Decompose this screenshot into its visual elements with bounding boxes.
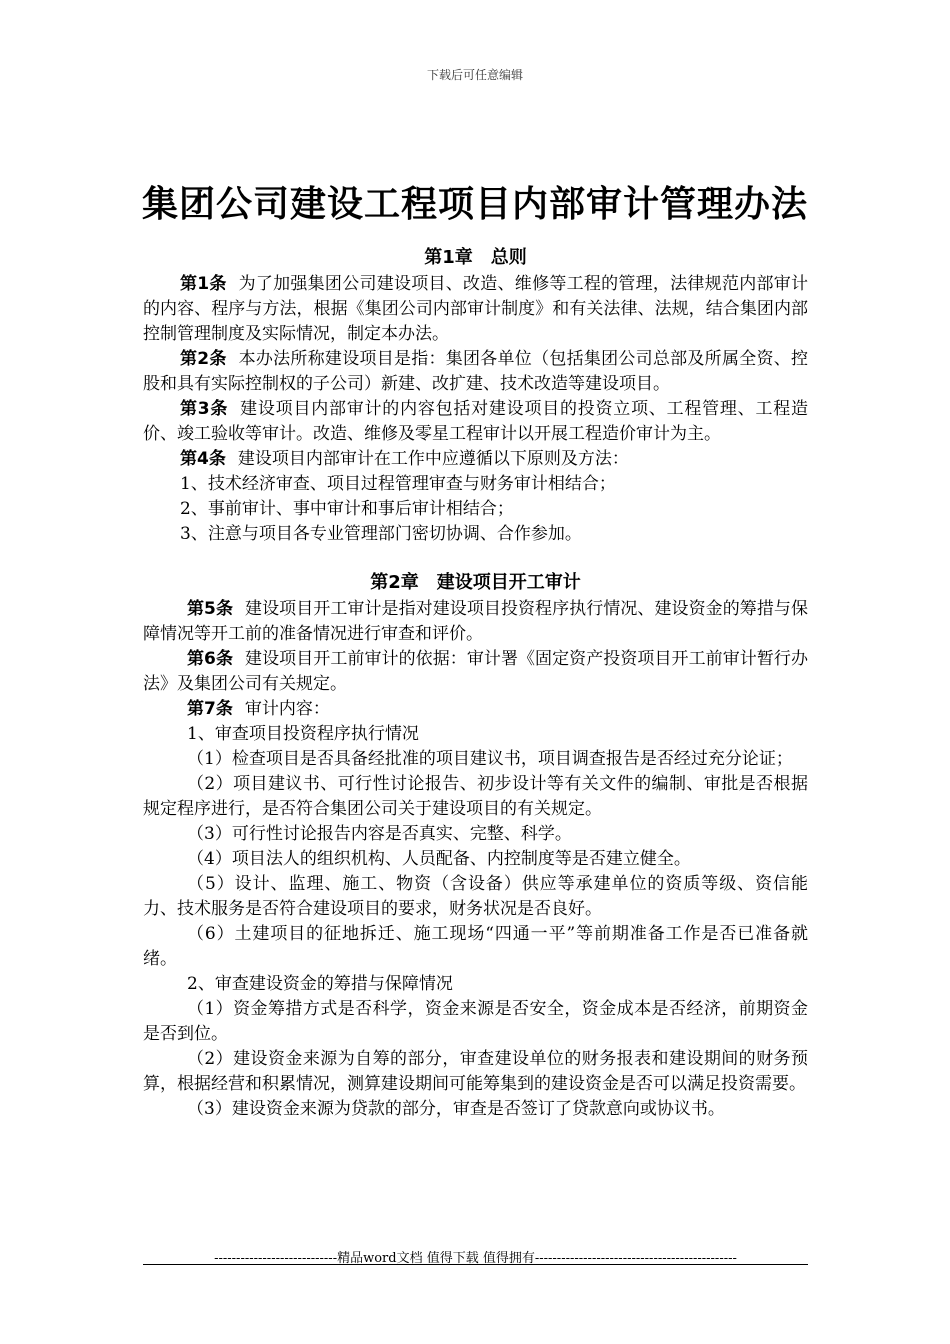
list-item: 2、事前审计、事中审计和事后审计相结合； [180,499,514,519]
document-body [143,244,808,1122]
article-2 [143,347,808,397]
article-6 [143,647,808,697]
list-item: （5）设计、监理、施工、物资（含设备）供应等承建单位的资质等级、资信能力、技术服务是否符合建设项目的要求，财务状况是否良好。 [143,874,808,919]
page-footer: ----------------------------精品word文档 值得下载 值得拥有---------------------------------------------- [214,1251,737,1266]
page-header: 下载后可任意编辑 [426,68,523,82]
article-label: 第3条 [180,399,229,419]
article-text: 建设项目内部审计在工作中应遵循以下原则及方法： [237,449,629,469]
footer-divider [143,1264,808,1265]
chapter-2-heading: 第2章 建设项目开工审计 [370,572,581,593]
article-text: 建设项目开工审计是指对建设项目投资程序执行情况、建设资金的筹措与保障情况等开工前的准备情况进行审查和评价。 [143,599,808,644]
document-title: 集团公司建设工程项目内部审计管理办法 [141,184,808,225]
article-text: 建设项目开工前审计的依据：审计署《固定资产投资项目开工前审计暂行办法》及集团公司有关规定。 [143,649,808,694]
article-label: 第2条 [180,349,227,369]
article-label: 第5条 [187,599,234,619]
list-item: （6）土建项目的征地拆迁、施工现场“四通一平”等前期准备工作是否已准备就绪。 [143,924,808,969]
section-title: 1、审查项目投资程序执行情况 [187,724,419,744]
article-3 [143,397,808,447]
article-text: 本办法所称建设项目是指：集团各单位（包括集团公司总部及所属全资、控股和具有实际控制权的子公司）新建、改扩建、技术改造等建设项目。 [143,349,808,394]
article-5 [143,597,808,647]
article-1 [143,272,808,347]
article-text: 为了加强集团公司建设项目、改造、维修等工程的管理，法律规范内部审计的内容、程序与方法，根据《集团公司内部审计制度》和有关法律、法规，结合集团内部控制管理制度及实际情况，制定本办法。 [143,274,808,344]
article-4 [143,447,808,472]
article-text: 建设项目内部审计的内容包括对建设项目的投资立项、工程管理、工程造价、竣工验收等审计。改造、维修及零星工程审计以开展工程造价审计为主。 [143,399,808,444]
article-label: 第6条 [187,649,234,669]
list-item: （1）检查项目是否具备经批准的项目建议书，项目调查报告是否经过充分论证； [187,749,793,769]
list-item: （4）项目法人的组织机构、人员配备、内控制度等是否建立健全。 [187,849,691,869]
section-title: 2、审查建设资金的筹措与保障情况 [187,974,453,994]
list-item: （1）资金筹措方式是否科学，资金来源是否安全，资金成本是否经济，前期资金是否到位。 [143,999,808,1044]
list-item: （3）可行性讨论报告内容是否真实、完整、科学。 [187,824,572,844]
list-item: （3）建设资金来源为贷款的部分，审查是否签订了贷款意向或协议书。 [187,1099,725,1119]
list-item: 3、注意与项目各专业管理部门密切协调、合作参加。 [180,524,582,544]
article-label: 第4条 [180,449,226,469]
list-item: （2）项目建议书、可行性讨论报告、初步设计等有关文件的编制、审批是否根据规定程序进行，是否符合集团公司关于建设项目的有关规定。 [143,774,808,819]
article-label: 第1条 [180,274,227,294]
article-label: 第7条 [187,699,233,719]
article-text: 审计内容： [244,699,330,719]
list-item: （2）建设资金来源为自筹的部分，审查建设单位的财务报表和建设期间的财务预算，根据经营和积累情况，测算建设期间可能筹集到的建设资金是否可以满足投资需要。 [143,1049,808,1094]
list-item: 1、技术经济审查、项目过程管理审查与财务审计相结合； [180,474,616,494]
chapter-1-heading: 第1章 总则 [424,247,527,268]
article-7 [143,697,808,722]
